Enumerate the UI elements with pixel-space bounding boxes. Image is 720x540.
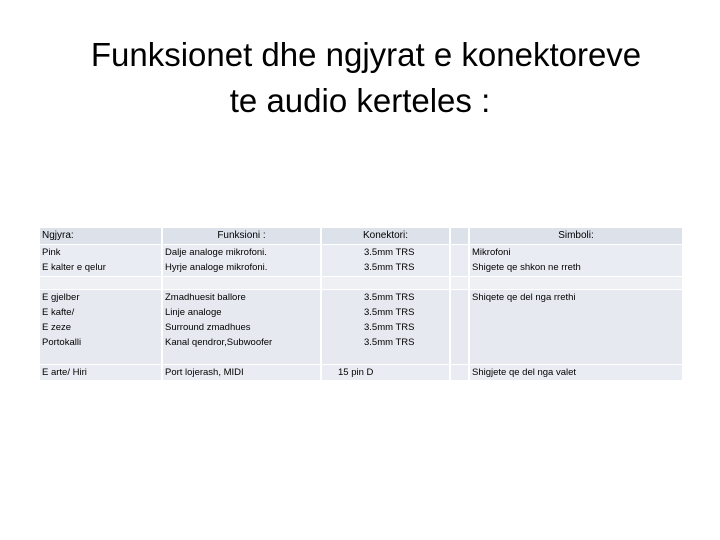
header-konektori: Konektori: (322, 228, 449, 244)
cell-simboli (470, 245, 682, 276)
table-row (40, 290, 682, 364)
cell-line: Kanal qendror,Subwoofer (165, 337, 273, 348)
cell-line: Zmadhuesit ballore (165, 292, 246, 303)
cell-ngjyra (40, 290, 161, 364)
cell-line: 3.5mm TRS (364, 262, 415, 273)
table-separator-row (40, 277, 682, 289)
sep-cell (470, 277, 682, 289)
cell-line: E zeze (42, 322, 72, 333)
cell-line: Port lojerash, MIDI (165, 367, 244, 378)
cell-line: 3.5mm TRS (364, 247, 415, 258)
sep-cell (163, 277, 320, 289)
cell-konektori (322, 365, 449, 380)
cell-line: Shigete qe shkon ne rreth (472, 262, 581, 273)
cell-line: Portokalli (42, 337, 82, 348)
cell-line: E arte/ Hiri (42, 367, 87, 378)
table-row (40, 365, 682, 380)
cell-line: 3.5mm TRS (364, 322, 415, 333)
cell-spacer (451, 365, 468, 380)
cell-line: 3.5mm TRS (364, 337, 415, 348)
slide-title-line-2: te audio kerteles : (229, 82, 491, 120)
header-funksioni: Funksioni : (163, 228, 320, 244)
table-row (40, 245, 682, 276)
cell-line: Linje analoge (165, 307, 222, 318)
header-ngjyra: Ngjyra: (40, 228, 161, 244)
sep-cell (40, 277, 161, 289)
cell-line: Shiqete qe del nga rrethi (472, 292, 576, 303)
sep-cell (451, 277, 468, 289)
header-simboli: Simboli: (470, 228, 682, 244)
slide-title-line-1: Funksionet dhe ngjyrat e konektoreve (90, 36, 642, 74)
cell-line: Dalje analoge mikrofoni. (165, 247, 267, 258)
sep-cell (322, 277, 449, 289)
cell-ngjyra (40, 365, 161, 380)
cell-funksioni (163, 290, 320, 364)
cell-line: E kalter e qelur (42, 262, 106, 273)
cell-line: E gjelber (42, 292, 80, 303)
cell-spacer (451, 245, 468, 276)
cell-spacer (451, 290, 468, 364)
cell-line: 3.5mm TRS (364, 307, 415, 318)
header-spacer (451, 228, 468, 244)
cell-line: Hyrje analoge mikrofoni. (165, 262, 268, 273)
slide-title (0, 32, 720, 124)
cell-simboli (470, 290, 682, 364)
cell-line: Mikrofoni (472, 247, 511, 258)
cell-ngjyra (40, 245, 161, 276)
cell-line: E kafte/ (42, 307, 75, 318)
cell-konektori (322, 245, 449, 276)
cell-line: 15 pin D (338, 367, 374, 378)
cell-line: Pink (42, 247, 61, 258)
cell-konektori (322, 290, 449, 364)
cell-line: Shigjete qe del nga valet (472, 367, 577, 378)
table-header-row (40, 228, 682, 244)
cell-line: Surround zmadhues (165, 322, 251, 333)
cell-funksioni (163, 365, 320, 380)
cell-funksioni (163, 245, 320, 276)
cell-line: 3.5mm TRS (364, 292, 415, 303)
cell-simboli (470, 365, 682, 380)
